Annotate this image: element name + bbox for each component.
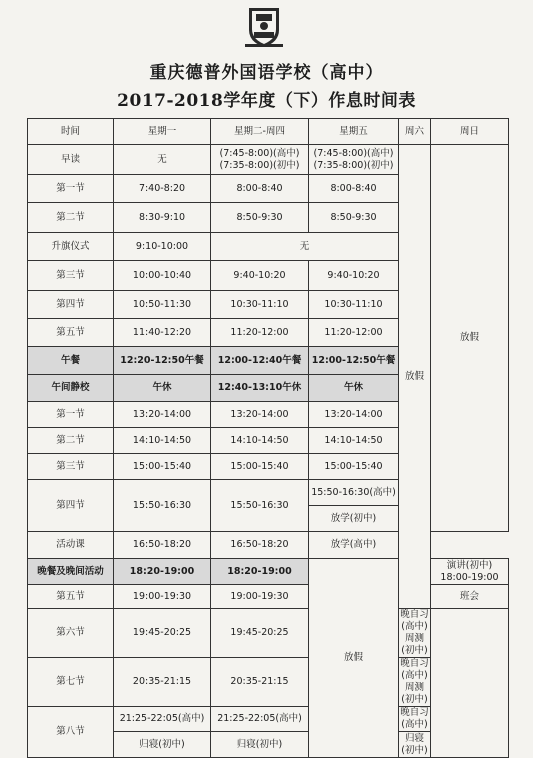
cell-mon: 午休 <box>114 375 211 402</box>
col-header-tue-thu: 星期二-周四 <box>211 119 309 145</box>
sat-evening-cell <box>431 609 509 758</box>
school-logo <box>241 4 287 48</box>
fri-evening-cell: 放假 <box>309 559 399 758</box>
cell-mon: 7:40-8:20 <box>114 175 211 203</box>
cell-tue-thu: 12:00-12:40午餐 <box>211 347 309 375</box>
cell-fri: 12:00-12:50午餐 <box>309 347 399 375</box>
cell-tue-thu: (7:45-8:00)(高中) (7:35-8:00)(初中) <box>211 145 309 175</box>
cell-mon: 10:50-11:30 <box>114 291 211 319</box>
page-subtitle: 2017-2018学年度（下）作息时间表 <box>117 91 416 111</box>
col-header-mon: 星期一 <box>114 119 211 145</box>
cell-fri: 放学(高中) <box>309 532 399 559</box>
row-label: 第四节 <box>28 480 114 532</box>
row-label: 午餐 <box>28 347 114 375</box>
cell-fri: 放学(初中) <box>309 506 399 532</box>
cell-mon: 10:00-10:40 <box>114 261 211 291</box>
cell-sun: 班会 <box>431 585 509 609</box>
cell-fri: (7:45-8:00)(高中) (7:35-8:00)(初中) <box>309 145 399 175</box>
row-label: 第三节 <box>28 454 114 480</box>
cell-tue-thu: 19:45-20:25 <box>211 609 309 658</box>
row-label: 第四节 <box>28 291 114 319</box>
cell-sun: 晚自习(高中) 周测(初中) <box>400 609 429 656</box>
row-label: 第六节 <box>28 609 114 658</box>
cell-tue-thu: 16:50-18:20 <box>211 532 309 559</box>
cell-mon: 20:35-21:15 <box>114 658 211 707</box>
row-label: 第二节 <box>28 203 114 233</box>
cell-mon: 12:20-12:50午餐 <box>114 347 211 375</box>
schedule-table <box>27 118 509 758</box>
row-label: 第二节 <box>28 428 114 454</box>
cell-mon: 9:10-10:00 <box>114 233 211 261</box>
sun-holiday-cell: 放假 <box>431 145 509 532</box>
cell-sun: 归寝(初中) <box>399 732 431 758</box>
cell-mon: 16:50-18:20 <box>114 532 211 559</box>
cell-mon: 13:20-14:00 <box>114 402 211 428</box>
cell-fri: 8:50-9:30 <box>309 203 399 233</box>
cell-fri: 14:10-14:50 <box>309 428 399 454</box>
cell-fri: 9:40-10:20 <box>309 261 399 291</box>
cell-mon: 21:25-22:05(高中) <box>114 707 211 732</box>
cell-fri: 15:00-15:40 <box>309 454 399 480</box>
cell-mon: 8:30-9:10 <box>114 203 211 233</box>
header-row <box>28 119 509 145</box>
page-title: 重庆德普外国语学校（高中） <box>149 63 384 83</box>
row-label: 第五节 <box>28 319 114 347</box>
cell-fri: 13:20-14:00 <box>309 402 399 428</box>
cell-tue-thu: 12:40-13:10午休 <box>211 375 309 402</box>
cell-tue-thu: 15:00-15:40 <box>211 454 309 480</box>
row-label: 晚餐及晚间活动 <box>28 559 114 585</box>
col-header-sat: 周六 <box>399 119 431 145</box>
cell-mon: 归寝(初中) <box>114 732 211 758</box>
cell-tue-thu: 10:30-11:10 <box>211 291 309 319</box>
cell-tue-thu: 8:50-9:30 <box>211 203 309 233</box>
row-label: 第一节 <box>28 402 114 428</box>
cell-tue-thu: 21:25-22:05(高中) <box>211 707 309 732</box>
cell-tue-thu: 19:00-19:30 <box>211 585 309 609</box>
cell-tue-fri: 无 <box>211 233 399 261</box>
cell-tue-thu: 20:35-21:15 <box>211 658 309 707</box>
cell-mon: 15:00-15:40 <box>114 454 211 480</box>
cell-fri: 10:30-11:10 <box>309 291 399 319</box>
row-label: 活动课 <box>28 532 114 559</box>
row-label: 早读 <box>28 145 114 175</box>
col-header-fri: 星期五 <box>309 119 399 145</box>
cell-mon: 14:10-14:50 <box>114 428 211 454</box>
cell-tue-thu: 13:20-14:00 <box>211 402 309 428</box>
cell-mon: 11:40-12:20 <box>114 319 211 347</box>
col-header-time: 时间 <box>28 119 114 145</box>
row-label: 第七节 <box>28 658 114 707</box>
cell-mon: 15:50-16:30 <box>114 480 211 532</box>
cell-fri: 15:50-16:30(高中) <box>309 480 399 506</box>
cell-sun: 晚自习(高中) 周测(初中) <box>400 658 429 705</box>
table-row <box>28 609 509 658</box>
cell-mon: 19:45-20:25 <box>114 609 211 658</box>
row-label: 第五节 <box>28 585 114 609</box>
row-label: 升旗仪式 <box>28 233 114 261</box>
cell-mon: 19:00-19:30 <box>114 585 211 609</box>
row-label: 第一节 <box>28 175 114 203</box>
table-row <box>28 532 509 559</box>
cell-fri: 8:00-8:40 <box>309 175 399 203</box>
cell-sun: 晚自习(高中) <box>400 707 429 730</box>
row-label: 第三节 <box>28 261 114 291</box>
cell-tue-thu: 14:10-14:50 <box>211 428 309 454</box>
table-row <box>28 559 509 585</box>
cell-mon: 无 <box>114 145 211 175</box>
cell-tue-thu: 18:20-19:00 <box>211 559 309 585</box>
sat-holiday-cell: 放假 <box>399 145 431 609</box>
row-label: 第八节 <box>28 707 114 758</box>
col-header-sun: 周日 <box>431 119 509 145</box>
cell-tue-thu: 11:20-12:00 <box>211 319 309 347</box>
row-label: 午间静校 <box>28 375 114 402</box>
cell-fri: 午休 <box>309 375 399 402</box>
cell-fri: 11:20-12:00 <box>309 319 399 347</box>
cell-tue-thu: 9:40-10:20 <box>211 261 309 291</box>
table-row <box>28 585 509 609</box>
cell-tue-thu: 15:50-16:30 <box>211 480 309 532</box>
table-row <box>28 145 509 175</box>
cell-sun: 演讲(初中) 18:00-19:00 <box>431 559 509 585</box>
cell-tue-thu: 8:00-8:40 <box>211 175 309 203</box>
cell-tue-thu: 归寝(初中) <box>211 732 309 758</box>
cell-mon: 18:20-19:00 <box>114 559 211 585</box>
